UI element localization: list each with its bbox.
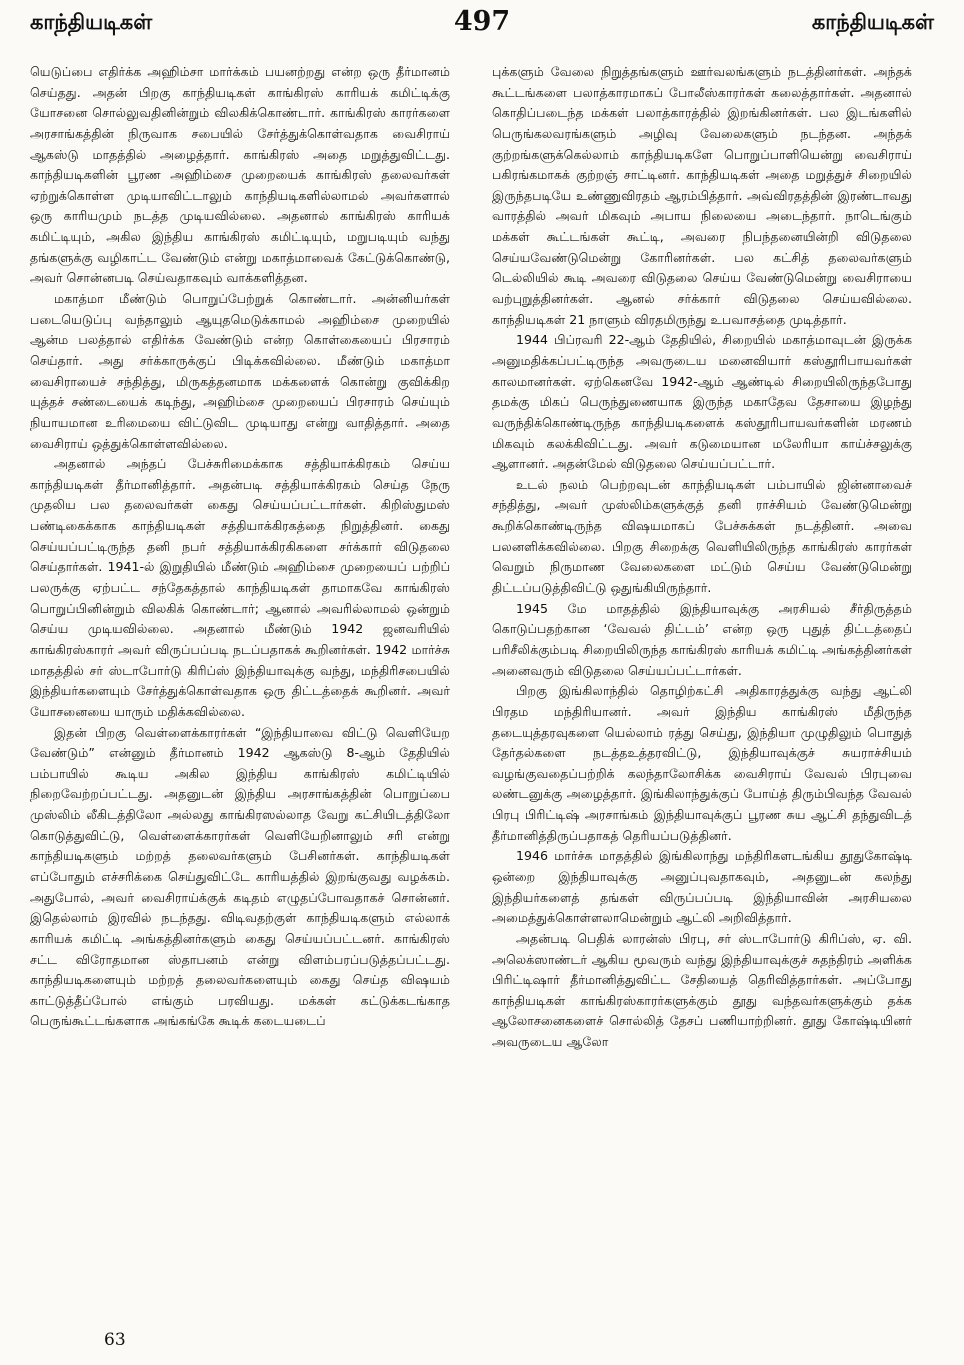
left-column [30, 62, 450, 1324]
signature-mark: 63 [104, 1330, 126, 1350]
paragraph: 1944 பிப்ரவரி 22-ஆம் தேதியில், சிறையில் மகாத்மாவுடன் இருக்க அனுமதிக்கப்பட்டிருந்த அவருடைய மனைவியார் கஸ்தூரிபாயவர்கள் காலமானர்கள். ஏற்கெனவே 1942-ஆம் ஆண்டில் சிறையிலிருந்தபோது தமக்கு மிகப் பெருந்துணையாக இருந்த மகாதேவ தேசாயை இழந்து வருந்திக்கொண்டிருந்த காந்தியடிகளைக் கஸ்தூரிபாயவர்களின் மரணம் மிகவும் கலக்கிவிட்டது. அவர் கடுமையான மலேரியா காய்ச்சலுக்கு ஆளானர். அதன்மேல் விடுதலை செய்யப்பட்டார். [492, 332, 912, 472]
running-title-left: காந்தியடிகள் [30, 10, 153, 34]
paragraph: இதன் பிறகு வெள்ளைக்காரர்கள் “இந்தியாவை விட்டு வெளியேற வேண்டும்” என்னும் தீர்மானம் 1942 ஆகஸ்டு 8-ஆம் தேதியில் பம்பாயில் கூடிய அகில இந்திய காங்கிரஸ் கமிட்டியில் நிறைவேற்றப்பட்டது. அதனுடன் இந்திய அரசாங்கத்தின் பொறுப்பை முஸ்லிம் லீகிடத்திலோ அல்லது காங்கிரஸல்லாத வேறு கட்சியிடத்திலோ கொடுத்துவிட்டு, வெள்ளைக்காரர்கள் வெளியேறினாலும் சரி என்று காந்தியடிகளும் மற்றத் தலைவர்களும் பேசினர்கள். காந்தியடிகள் எப்போதும் எச்சரிக்கை செய்துவிட்டே காரியத்தில் இறங்குவது வழக்கம். அதுபோல், அவர் வைசிராய்க்குக் கடிதம் எழுதப்போவதாகச் சொன்னர். இதெல்லாம் இரவில் நடந்தது. விடிவதற்குள் காந்தியடிகளும் எல்லாக் காரியக் கமிட்டி அங்கத்தினர்களும் கைது செய்யப்பட்டனர். காங்கிரஸ் சட்ட விரோதமான ஸ்தாபனம் என்று விளம்பரப்படுத்தப்பட்டது. காந்தியடிகளையும் மற்றத் தலைவர்களையும் கைது செய்த விஷயம் காட்டுத்தீப்போல் எங்கும் பரவியது. மக்கள் கட்டுக்கடங்காத பெருங்கூட்டங்களாக அங்கங்கே கூடிக் கடையடைப் [30, 724, 450, 1029]
paragraph: உடல் நலம் பெற்றவுடன் காந்தியடிகள் பம்பாயில் ஜின்னாவைச் சந்தித்து, அவர் முஸ்லிம்களுக்குத் தனி ராச்சியம் வேண்டுமென்று கூறிக்கொண்டிருந்த விஷயமாகப் பேச்சுக்கள் நடத்தினர். அவை பலனளிக்கவில்லை. பிறகு சிறைக்கு வெளியிலிருந்த காங்கிரஸ் காரர்கள் வெறும் நிருமாண வேலைகளை மட்டும் செய்ய வேண்டுமென்று திட்டப்படுத்திவிட்டு ஒதுங்கியிருந்தார். [492, 476, 912, 596]
paragraph: பிறகு இங்கிலாந்தில் தொழிற்கட்சி அதிகாரத்துக்கு வந்து ஆட்லி பிரதம மந்திரியானர். அவர் இந்திய காங்கிரஸ் மீதிருந்த தடையுத்தரவுகளை யெல்லாம் ரத்து செய்து, இந்தியா முழுதிலும் பொதுத் தேர்தல்களை நடத்தஉத்தரவிட்டு, இந்தியாவுக்குச் சுயராச்சியம் வழங்குவதைப்பற்றிக் கலந்தாலோசிக்க வைசிராய் வேவல் பிரபுவை லண்டனுக்கு அழைத்தார். இங்கிலாந்துக்குப் போய்த் திரும்பிவந்த வேவல் பிரபு பிரிட்டிஷ் அரசாங்கம் இந்தியாவுக்குப் பூரண சுய ஆட்சி தந்துவிடத் தீர்மானித்திருப்பதாகத் தெரியப்படுத்தினர். [492, 683, 912, 843]
paragraph: 1945 மே மாதத்தில் இந்தியாவுக்கு அரசியல் சீர்திருத்தம் கொடுப்பதற்கான ‘வேவல் திட்டம்’ என்ற ஒரு புதுத் திட்டத்தைப் பரிசீலிக்கும்படி சிறையிலிருந்த காங்கிரஸ் காரியக் கமிட்டி அங்கத்தினர்கள் அனைவரும் விடுதலை செய்யப்பட்டார்கள். [492, 600, 912, 678]
page-header [30, 6, 934, 46]
paragraph: அதன்படி பெதிக் லாரன்ஸ் பிரபு, சர் ஸ்டாபோர்டு கிரிப்ஸ், ஏ. வி. அலெக்ஸாண்டர் ஆகிய மூவரும் வந்து இந்தியாவுக்குச் சுதந்திரம் அளிக்க பிரிட்டிஷார் தீர்மானித்துவிட்ட சேதியைத் தெரிவித்தார்கள். அப்போது காந்தியடிகள் காங்கிரஸ்காரர்களுக்கும் தூது வந்தவர்களுக்கும் தக்க ஆலோசனைகளைச் சொல்லித் தேசப் பணியாற்றினர். தூது கோஷ்டியினர் அவருடைய ஆலோ [492, 930, 912, 1050]
running-title-right: காந்தியடிகள் [811, 10, 934, 34]
paragraph: மகாத்மா மீண்டும் பொறுப்பேற்றுக் கொண்டார். அன்னியர்கள் படையெடுப்பு வந்தாலும் ஆயுதமெடுக்காமல் அஹிம்சை முறையில் ஆன்ம பலத்தால் எதிர்க்க வேண்டும் என்ற கொள்கையைப் பிரசாரம் செய்தார். அது சர்க்காருக்குப் பிடிக்கவில்லை. மீண்டும் மகாத்மா வைசிராயைச் சந்தித்து, மிருகத்தனமாக மக்களைக் கொன்று குவிக்கிற யுத்தச் சண்டையைக் கடிந்து, அஹிம்சை முறையைப் பிரசாரம் செய்யும் நியாயமான உரிமையை விட்டுவிட முடியாது என்று வாதித்தார். அதை வைசிராய் ஒத்துக்கொள்ளவில்லை. [30, 291, 450, 451]
paragraph: யெடுப்பை எதிர்க்க அஹிம்சா மார்க்கம் பயனற்றது என்ற ஒரு தீர்மானம் செய்தது. அதன் பிறகு காந்தியடிகள் காங்கிரஸ் காரியக் கமிட்டிக்கு யோசனை சொல்லுவதினின்றும் விலகிக்கொண்டார். காங்கிரஸ் காரர்களை அரசாங்கத்தின் நிருவாக சபையில் சேர்த்துக்கொள்வதாக வைசிராய் ஆகஸ்டு மாதத்தில் அழைத்தார். காங்கிரஸ் அதை மறுத்துவிட்டது. காந்தியடிகளின் பூரண அஹிம்சை முறையைக் காங்கிரஸ் தலைவர்கள் ஏற்றுக்கொள்ள முடியாவிட்டாலும் காந்தியடிகளில்லாமல் அவர்களால் ஒரு காரியமும் நடத்த முடியவில்லை. அதனால் காங்கிரஸ் காரியக் கமிட்டியும், அகில இந்திய காங்கிரஸ் கமிட்டியும், மறுபடியும் வந்து தங்களுக்கு வழிகாட்ட வேண்டும் என்று மகாத்மாவைக் கேட்டுக்கொண்டு, அவர் சொன்னபடி செய்வதாகவும் வாக்களித்தன. [30, 64, 450, 286]
paragraph: புக்களும் வேலை நிறுத்தங்களும் ஊர்வலங்களும் நடத்தினர்கள். அந்தக் கூட்டங்களை பலாத்காரமாகப் போலீஸ்காரர்கள் கலைத்தார்கள். அதனால் கொதிப்படைந்த மக்கள் பலாத்காரத்தில் இறங்கினர்கள். பல இடங்களில் பெருங்கலவரங்களும் அழிவு வேலைகளும் நடந்தன. அந்தக் குற்றங்களுக்கெல்லாம் காந்தியடிகளே பொறுப்பாளியென்று வைசிராய் பகிரங்கமாகக் குற்றஞ் சாட்டினர். காந்தியடிகள் அதை மறுத்துச் சிறையில் இருந்தபடியே உண்ணுவிரதம் ஆரம்பித்தார். அவ்விரதத்தின் இரண்டாவது வாரத்தில் அவர் மிகவும் அபாய நிலையை அடைந்தார். நாடெங்கும் மக்கள் கூட்டங்கள் கூட்டி, அவரை நிபந்தனையின்றி விடுதலை செய்யவேண்டுமென்று கோரினர்கள். பல கட்சித் தலைவர்களும் டெல்லியில் கூடி அவரை விடுதலை செய்ய வேண்டுமென்று வைசிராயை வற்புறுத்தினர்கள். ஆனல் சர்க்கார் விடுதலை செய்யவில்லை. காந்தியடிகள் 21 நாளும் விரதமிருந்து உபவாசத்தை முடித்தார். [492, 64, 912, 327]
page-number: 497 [453, 6, 511, 37]
paragraph: 1946 மார்ச்சு மாதத்தில் இங்கிலாந்து மந்திரிகளடங்கிய தூதுகோஷ்டி ஒன்றை இந்தியாவுக்கு அனுப்புவதாகவும், அதனுடன் கலந்து இந்தியர்களைத் தங்கள் விருப்பப்படி இந்தியாவின் அரசியலை அமைத்துக்கொள்ளலாமென்றும் ஆட்லி அறிவித்தார். [492, 848, 912, 926]
paragraph: அதனால் அந்தப் பேச்சுரிமைக்காக சத்தியாக்கிரகம் செய்ய காந்தியடிகள் தீர்மானித்தார். அதன்படி சத்தியாக்கிரகம் செய்த நேரு முதலிய பல தலைவர்கள் கைது செய்யப்பட்டார்கள். கிறிஸ்துமஸ் பண்டிகைக்காக காந்தியடிகள் சத்தியாக்கிரகத்தை நிறுத்தினர். கைது செய்யப்பட்டிருந்த தனி நபர் சத்தியாக்கிரகிகளை சர்க்கார் விடுதலை செய்தார்கள். 1941-ல் இறுதியில் மீண்டும் அஹிம்சை முறையைப் பற்றிப் பலருக்கு ஏற்பட்ட சந்தேகத்தால் காந்தியடிகள் தாமாகவே காங்கிரஸ் பொறுப்பினின்றும் விலகிக் கொண்டார்; ஆனால் அவரில்லாமல் ஒன்றும் செய்ய முடியவில்லை. அதனால் மீண்டும் 1942 ஜனவரியில் காங்கிரஸ்காரர் அவர் விருப்பப்படி நடப்பதாகக் கூறினர்கள். 1942 மார்ச்சு மாதத்தில் சர் ஸ்டாபோர்டு கிரிப்ஸ் இந்தியாவுக்கு வந்து, மந்திரிசபையில் இந்தியர்களையும் சேர்த்துக்கொள்வதாக ஒரு திட்டத்தைக் கூறினர். அவர் யோசனையை யாரும் மதிக்கவில்லை. [30, 456, 450, 719]
right-column [492, 62, 912, 1324]
